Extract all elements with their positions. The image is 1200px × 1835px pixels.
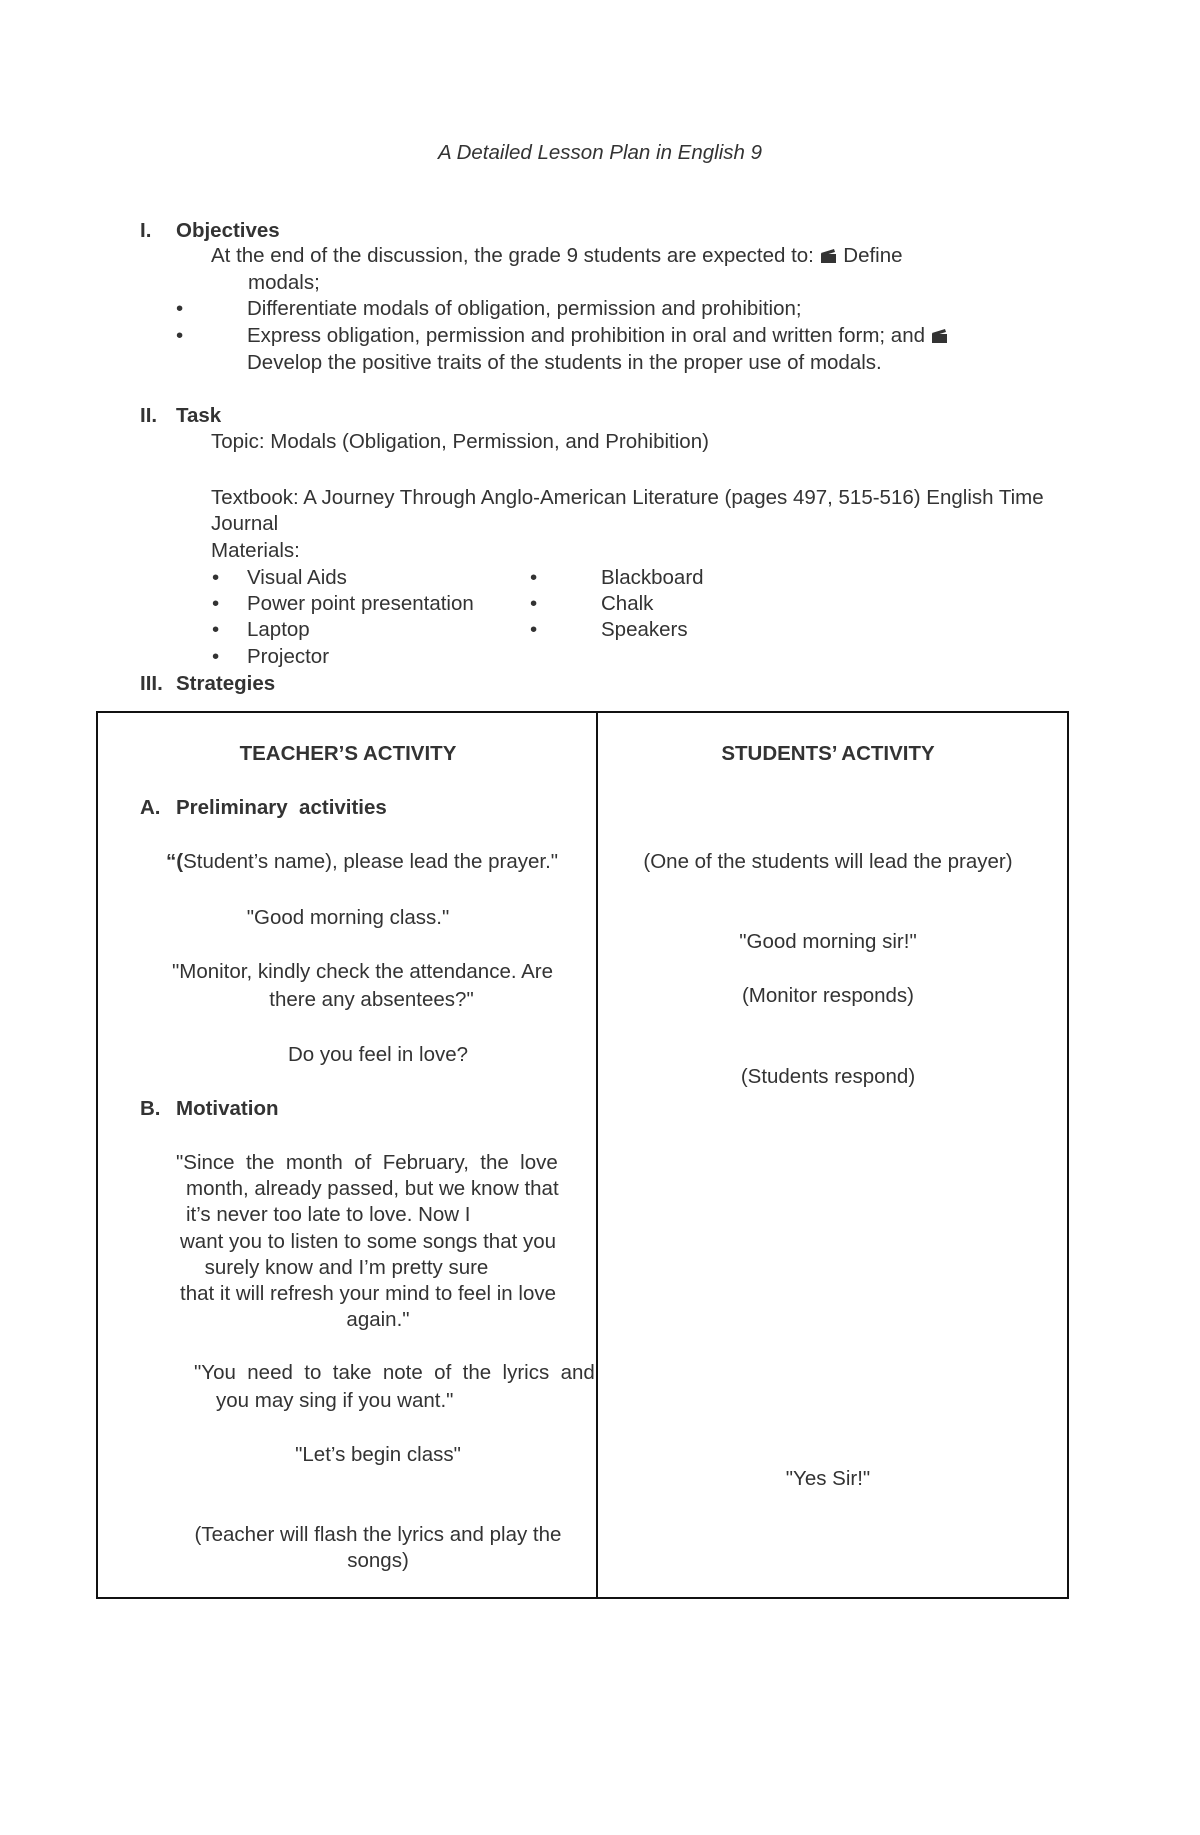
objectives-item-develop: Develop the positive traits of the students in the proper use of modals. — [247, 351, 882, 374]
objectives-item-modals: modals; — [248, 271, 320, 294]
bullet: • — [530, 618, 538, 641]
students-monitor: (Monitor responds) — [741, 984, 915, 1007]
bullet: • — [212, 566, 220, 589]
objectives-item-express — [247, 324, 949, 349]
section-a-letter: A. — [140, 796, 161, 819]
bullet: • — [530, 592, 538, 615]
materials-label: Materials: — [211, 539, 300, 562]
teacher-motivation-line5: surely know and I’m pretty sure — [204, 1256, 489, 1279]
material-item: Power point presentation — [247, 592, 474, 615]
teacher-motivation-line3: it’s never too late to love. Now I — [186, 1203, 471, 1226]
students-activity-header: STUDENTS’ ACTIVITY — [721, 742, 935, 765]
teacher-greeting: "Good morning class." — [246, 906, 450, 929]
teacher-begin-class: "Let’s begin class" — [295, 1443, 461, 1466]
teacher-flash-line1: (Teacher will flash the lyrics and play the — [194, 1523, 562, 1546]
teacher-motivation-line6: that it will refresh your mind to feel in love — [180, 1282, 556, 1305]
students-greeting: "Good morning sir!" — [739, 930, 917, 953]
objectives-item-differentiate: Differentiate modals of obligation, permission and prohibition; — [247, 297, 802, 320]
material-item: Visual Aids — [247, 566, 347, 589]
section-b-letter: B. — [140, 1097, 161, 1120]
strategies-numeral: III. — [140, 672, 163, 695]
teacher-prayer-line — [166, 850, 558, 875]
teacher-motivation-line7: again." — [346, 1308, 410, 1331]
teacher-monitor-line2: there any absentees?" — [269, 988, 474, 1011]
material-item: Blackboard — [601, 566, 704, 589]
task-heading: Task — [176, 404, 222, 427]
material-item: Chalk — [601, 592, 654, 615]
material-item: Laptop — [247, 618, 310, 641]
clapperboard-icon — [820, 249, 838, 263]
page-title: A Detailed Lesson Plan in English 9 — [437, 141, 763, 164]
material-item: Speakers — [601, 618, 688, 641]
objectives-intro — [211, 244, 903, 269]
bullet: • — [212, 592, 220, 615]
objectives-heading: Objectives — [176, 219, 280, 242]
teacher-motivation-line2: month, already passed, but we know that — [186, 1177, 559, 1200]
bullet: • — [212, 645, 220, 668]
teacher-prayer-text: Student’s name), please lead the prayer." — [183, 850, 559, 873]
task-topic: Topic: Modals (Obligation, Permission, and Prohibition) — [211, 430, 709, 453]
teacher-motivation-line1: "Since the month of February, the love — [176, 1151, 558, 1174]
teacher-note-line1: "You need to take note of the lyrics and — [194, 1361, 595, 1384]
teacher-flash-line2: songs) — [347, 1549, 409, 1572]
section-b-heading: Motivation — [176, 1097, 279, 1120]
students-yes-sir: "Yes Sir!" — [785, 1467, 871, 1490]
objectives-item-express-text: Express obligation, permission and prohibition in oral and written form; and — [247, 324, 926, 347]
teacher-prayer-quote: “( — [166, 850, 184, 873]
teacher-note-line2: you may sing if you want." — [216, 1389, 454, 1412]
clapperboard-icon — [931, 329, 949, 343]
material-item: Projector — [247, 645, 330, 668]
objectives-numeral: I. — [140, 219, 152, 242]
task-textbook: Textbook: A Journey Through Anglo-American Literature (pages 497, 515-516) English Time — [211, 486, 1044, 509]
task-numeral: II. — [140, 404, 158, 427]
teacher-love-question: Do you feel in love? — [287, 1043, 469, 1066]
teacher-motivation-line4: want you to listen to some songs that you — [180, 1230, 557, 1253]
bullet: • — [176, 297, 184, 320]
bullet: • — [212, 618, 220, 641]
bullet: • — [530, 566, 538, 589]
section-a-heading: Preliminary activities — [176, 796, 387, 819]
bullet: • — [176, 324, 184, 347]
objectives-item-define: Define — [843, 244, 903, 267]
students-prayer: (One of the students will lead the prayer) — [643, 850, 1013, 873]
strategies-heading: Strategies — [176, 672, 276, 695]
teacher-activity-header: TEACHER’S ACTIVITY — [239, 742, 457, 765]
teacher-monitor-line1: "Monitor, kindly check the attendance. Are — [171, 960, 554, 983]
objectives-intro-text: At the end of the discussion, the grade 9 students are expected to: — [211, 244, 814, 267]
students-respond: (Students respond) — [740, 1065, 916, 1088]
task-textbook-cont: Journal — [211, 512, 279, 535]
